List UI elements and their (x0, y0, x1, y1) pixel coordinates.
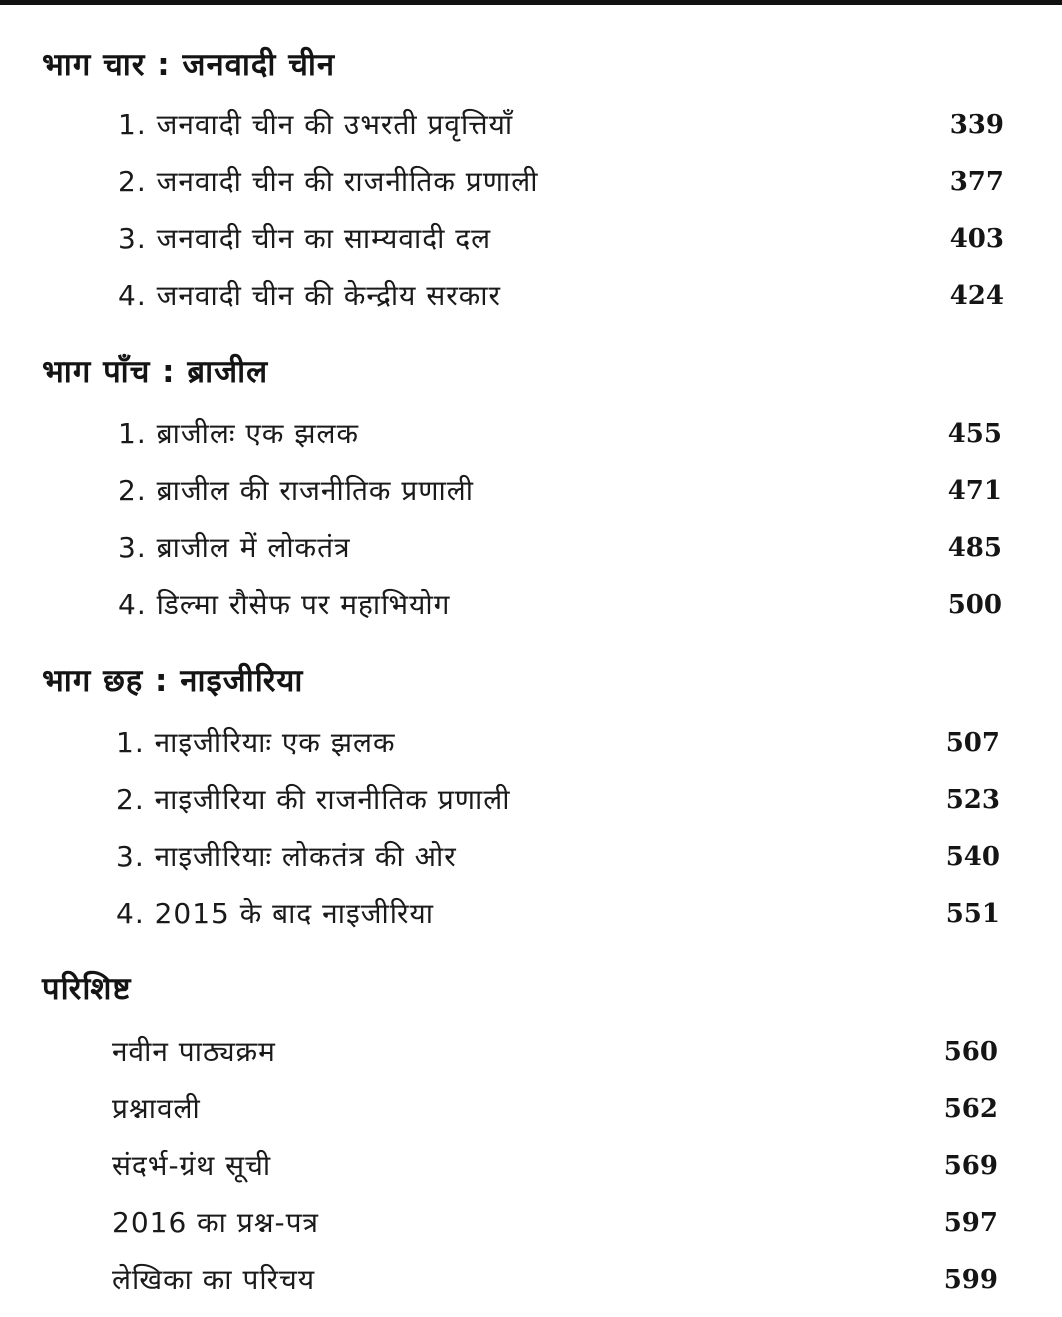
toc-entry-title: 3. ब्राजील में लोकतंत्र (118, 531, 351, 564)
toc-entry-page: 471 (947, 476, 1002, 506)
toc-entry[interactable] (0, 276, 1062, 316)
toc-entry[interactable] (0, 780, 1062, 820)
toc-entry[interactable] (0, 219, 1062, 259)
toc-entry-page: 485 (947, 533, 1002, 563)
toc-entry-page: 569 (943, 1151, 998, 1181)
toc-entry[interactable] (0, 162, 1062, 202)
toc-entry-title: 3. नाइजीरियाः लोकतंत्र की ओर (116, 840, 457, 873)
toc-entry-title: 1. नाइजीरियाः एक झलक (116, 726, 396, 759)
toc-entry[interactable] (0, 528, 1062, 568)
toc-entry-title: 2016 का प्रश्न-पत्र (112, 1206, 320, 1239)
toc-entry-title: 2. जनवादी चीन की राजनीतिक प्रणाली (118, 165, 539, 198)
toc-entry-page: 500 (947, 590, 1002, 620)
toc-entry-page: 599 (943, 1265, 998, 1295)
toc-entry-page: 562 (943, 1094, 998, 1124)
top-border (0, 0, 1062, 5)
toc-entry-page: 455 (947, 419, 1002, 449)
toc-entry-page: 339 (949, 110, 1004, 140)
toc-entry[interactable] (0, 723, 1062, 763)
toc-entry-title: 1. ब्राजीलः एक झलक (118, 417, 359, 450)
toc-entry-page: 597 (943, 1208, 998, 1238)
toc-entry-title: 4. 2015 के बाद नाइजीरिया (116, 897, 434, 930)
toc-entry-page: 403 (949, 224, 1004, 254)
toc-entry-title: 4. जनवादी चीन की केन्द्रीय सरकार (118, 279, 501, 312)
toc-entry-page: 523 (945, 785, 1000, 815)
section-heading-part-five: भाग पाँच : ब्राजील (42, 354, 269, 390)
toc-entry-title: 2. ब्राजील की राजनीतिक प्रणाली (118, 474, 474, 507)
section-heading-part-six: भाग छह : नाइजीरिया (42, 663, 304, 699)
toc-entry[interactable] (0, 1089, 1062, 1129)
toc-entry-title: 1. जनवादी चीन की उभरती प्रवृत्तियाँ (118, 108, 514, 141)
toc-entry[interactable] (0, 1146, 1062, 1186)
section-heading-appendix: परिशिष्ट (42, 971, 132, 1007)
toc-entry-title: 2. नाइजीरिया की राजनीतिक प्रणाली (116, 783, 511, 816)
toc-entry[interactable] (0, 1260, 1062, 1300)
toc-entry-page: 540 (945, 842, 1000, 872)
toc-entry-page: 424 (949, 281, 1004, 311)
toc-entry[interactable] (0, 105, 1062, 145)
toc-entry-title: 4. डिल्मा रौसेफ पर महाभियोग (118, 588, 451, 621)
toc-entry[interactable] (0, 837, 1062, 877)
toc-entry-page: 507 (945, 728, 1000, 758)
toc-entry-page: 551 (945, 899, 1000, 929)
toc-entry[interactable] (0, 894, 1062, 934)
toc-entry[interactable] (0, 471, 1062, 511)
toc-entry-title: नवीन पाठ्यक्रम (112, 1035, 276, 1068)
toc-entry-title: लेखिका का परिचय (112, 1263, 316, 1296)
toc-entry[interactable] (0, 1203, 1062, 1243)
toc-entry-title: प्रश्नावली (112, 1092, 201, 1125)
section-heading-part-four: भाग चार : जनवादी चीन (42, 47, 336, 83)
toc-entry-page: 377 (949, 167, 1004, 197)
toc-entry[interactable] (0, 414, 1062, 454)
toc-entry-title: 3. जनवादी चीन का साम्यवादी दल (118, 222, 492, 255)
toc-entry[interactable] (0, 585, 1062, 625)
toc-entry[interactable] (0, 1032, 1062, 1072)
toc-entry-title: संदर्भ-ग्रंथ सूची (112, 1149, 272, 1182)
toc-entry-page: 560 (943, 1037, 998, 1067)
